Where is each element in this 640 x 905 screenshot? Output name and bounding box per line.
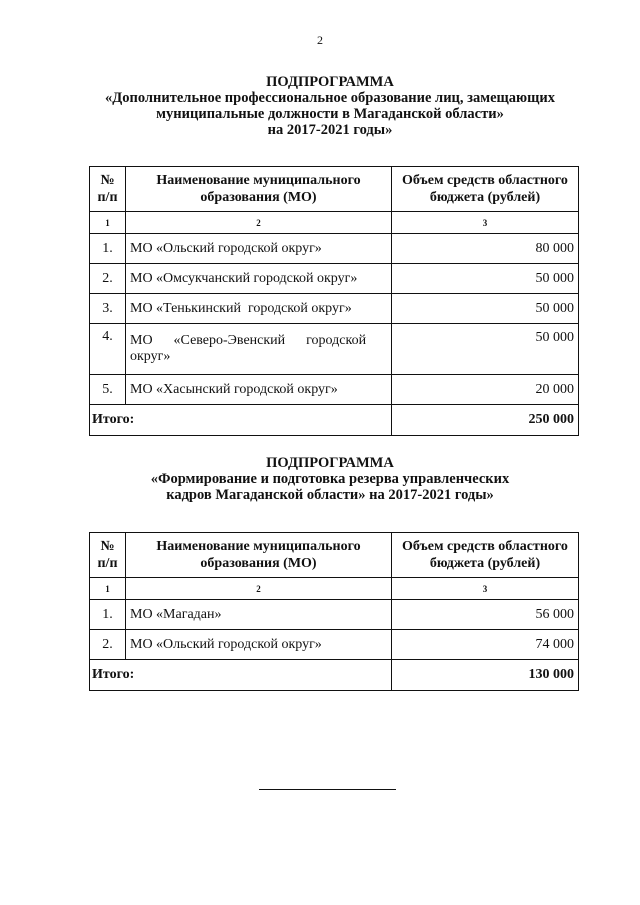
row-amount: 56 000 [392, 600, 579, 630]
subprogram-2-table [89, 532, 579, 691]
total-value: 130 000 [392, 660, 579, 691]
header-municipality: Наименование муниципального образования (МО) [126, 533, 392, 578]
total-value: 250 000 [392, 405, 579, 436]
subprogram-1-name-line-1: «Дополнительное профессиональное образование лиц, замещающих [105, 90, 555, 106]
row-amount: 80 000 [392, 234, 579, 264]
total-label: Итого: [90, 660, 392, 691]
row-amount: 50 000 [392, 324, 579, 375]
row-municipality: МО «Ольский городской округ» [126, 630, 392, 660]
table-row [90, 600, 579, 630]
subprogram-1-name-line-2: муниципальные должности в Магаданской области» [156, 106, 504, 122]
column-index: 3 [392, 212, 579, 234]
header-municipality: Наименование муниципального образования (МО) [126, 167, 392, 212]
row-municipality-text: МО «Северо-Эвенский городской округ» [130, 333, 370, 364]
table-total-row [90, 405, 579, 436]
table-row [90, 375, 579, 405]
column-index: 1 [90, 212, 126, 234]
row-amount: 50 000 [392, 294, 579, 324]
row-municipality: МО «Магадан» [126, 600, 392, 630]
subprogram-1-table [89, 166, 579, 436]
table-row [90, 234, 579, 264]
column-index-row [90, 578, 579, 600]
subprogram-2-name-line-2: кадров Магаданской области» на 2017-2021 годы» [166, 487, 494, 503]
row-municipality: МО «Хасынский городской округ» [126, 375, 392, 405]
column-index-row [90, 212, 579, 234]
row-number: 5. [90, 375, 126, 405]
header-number: № п/п [90, 533, 126, 578]
row-number: 1. [90, 234, 126, 264]
row-municipality: МО «Омсукчанский городской округ» [126, 264, 392, 294]
row-number: 1. [90, 600, 126, 630]
table-row [90, 324, 579, 375]
row-number: 2. [90, 630, 126, 660]
subprogram-2-heading [60, 455, 600, 503]
row-municipality: МО «Ольский городской округ» [126, 234, 392, 264]
signature-divider [259, 789, 396, 790]
row-municipality [126, 324, 392, 375]
subprogram-1-heading [60, 74, 600, 138]
table-row [90, 264, 579, 294]
row-number: 2. [90, 264, 126, 294]
column-index: 2 [126, 212, 392, 234]
column-index: 2 [126, 578, 392, 600]
table-header-row [90, 167, 579, 212]
column-index: 3 [392, 578, 579, 600]
row-number: 3. [90, 294, 126, 324]
table-row [90, 294, 579, 324]
row-amount: 74 000 [392, 630, 579, 660]
header-number: № п/п [90, 167, 126, 212]
subprogram-1-title: ПОДПРОГРАММА [266, 74, 394, 90]
table-total-row [90, 660, 579, 691]
row-number: 4. [90, 324, 126, 375]
table-row [90, 630, 579, 660]
table-header-row [90, 533, 579, 578]
row-amount: 50 000 [392, 264, 579, 294]
subprogram-2-name-line-1: «Формирование и подготовка резерва управленческих [150, 471, 510, 487]
header-budget: Объем средств областного бюджета (рублей) [392, 167, 579, 212]
total-label: Итого: [90, 405, 392, 436]
column-index: 1 [90, 578, 126, 600]
row-municipality: МО «Тенькинский городской округ» [126, 294, 392, 324]
header-budget: Объем средств областного бюджета (рублей) [392, 533, 579, 578]
row-amount: 20 000 [392, 375, 579, 405]
subprogram-1-period: на 2017-2021 годы» [267, 122, 393, 138]
subprogram-2-title: ПОДПРОГРАММА [266, 455, 394, 471]
page-number: 2 [317, 33, 323, 47]
